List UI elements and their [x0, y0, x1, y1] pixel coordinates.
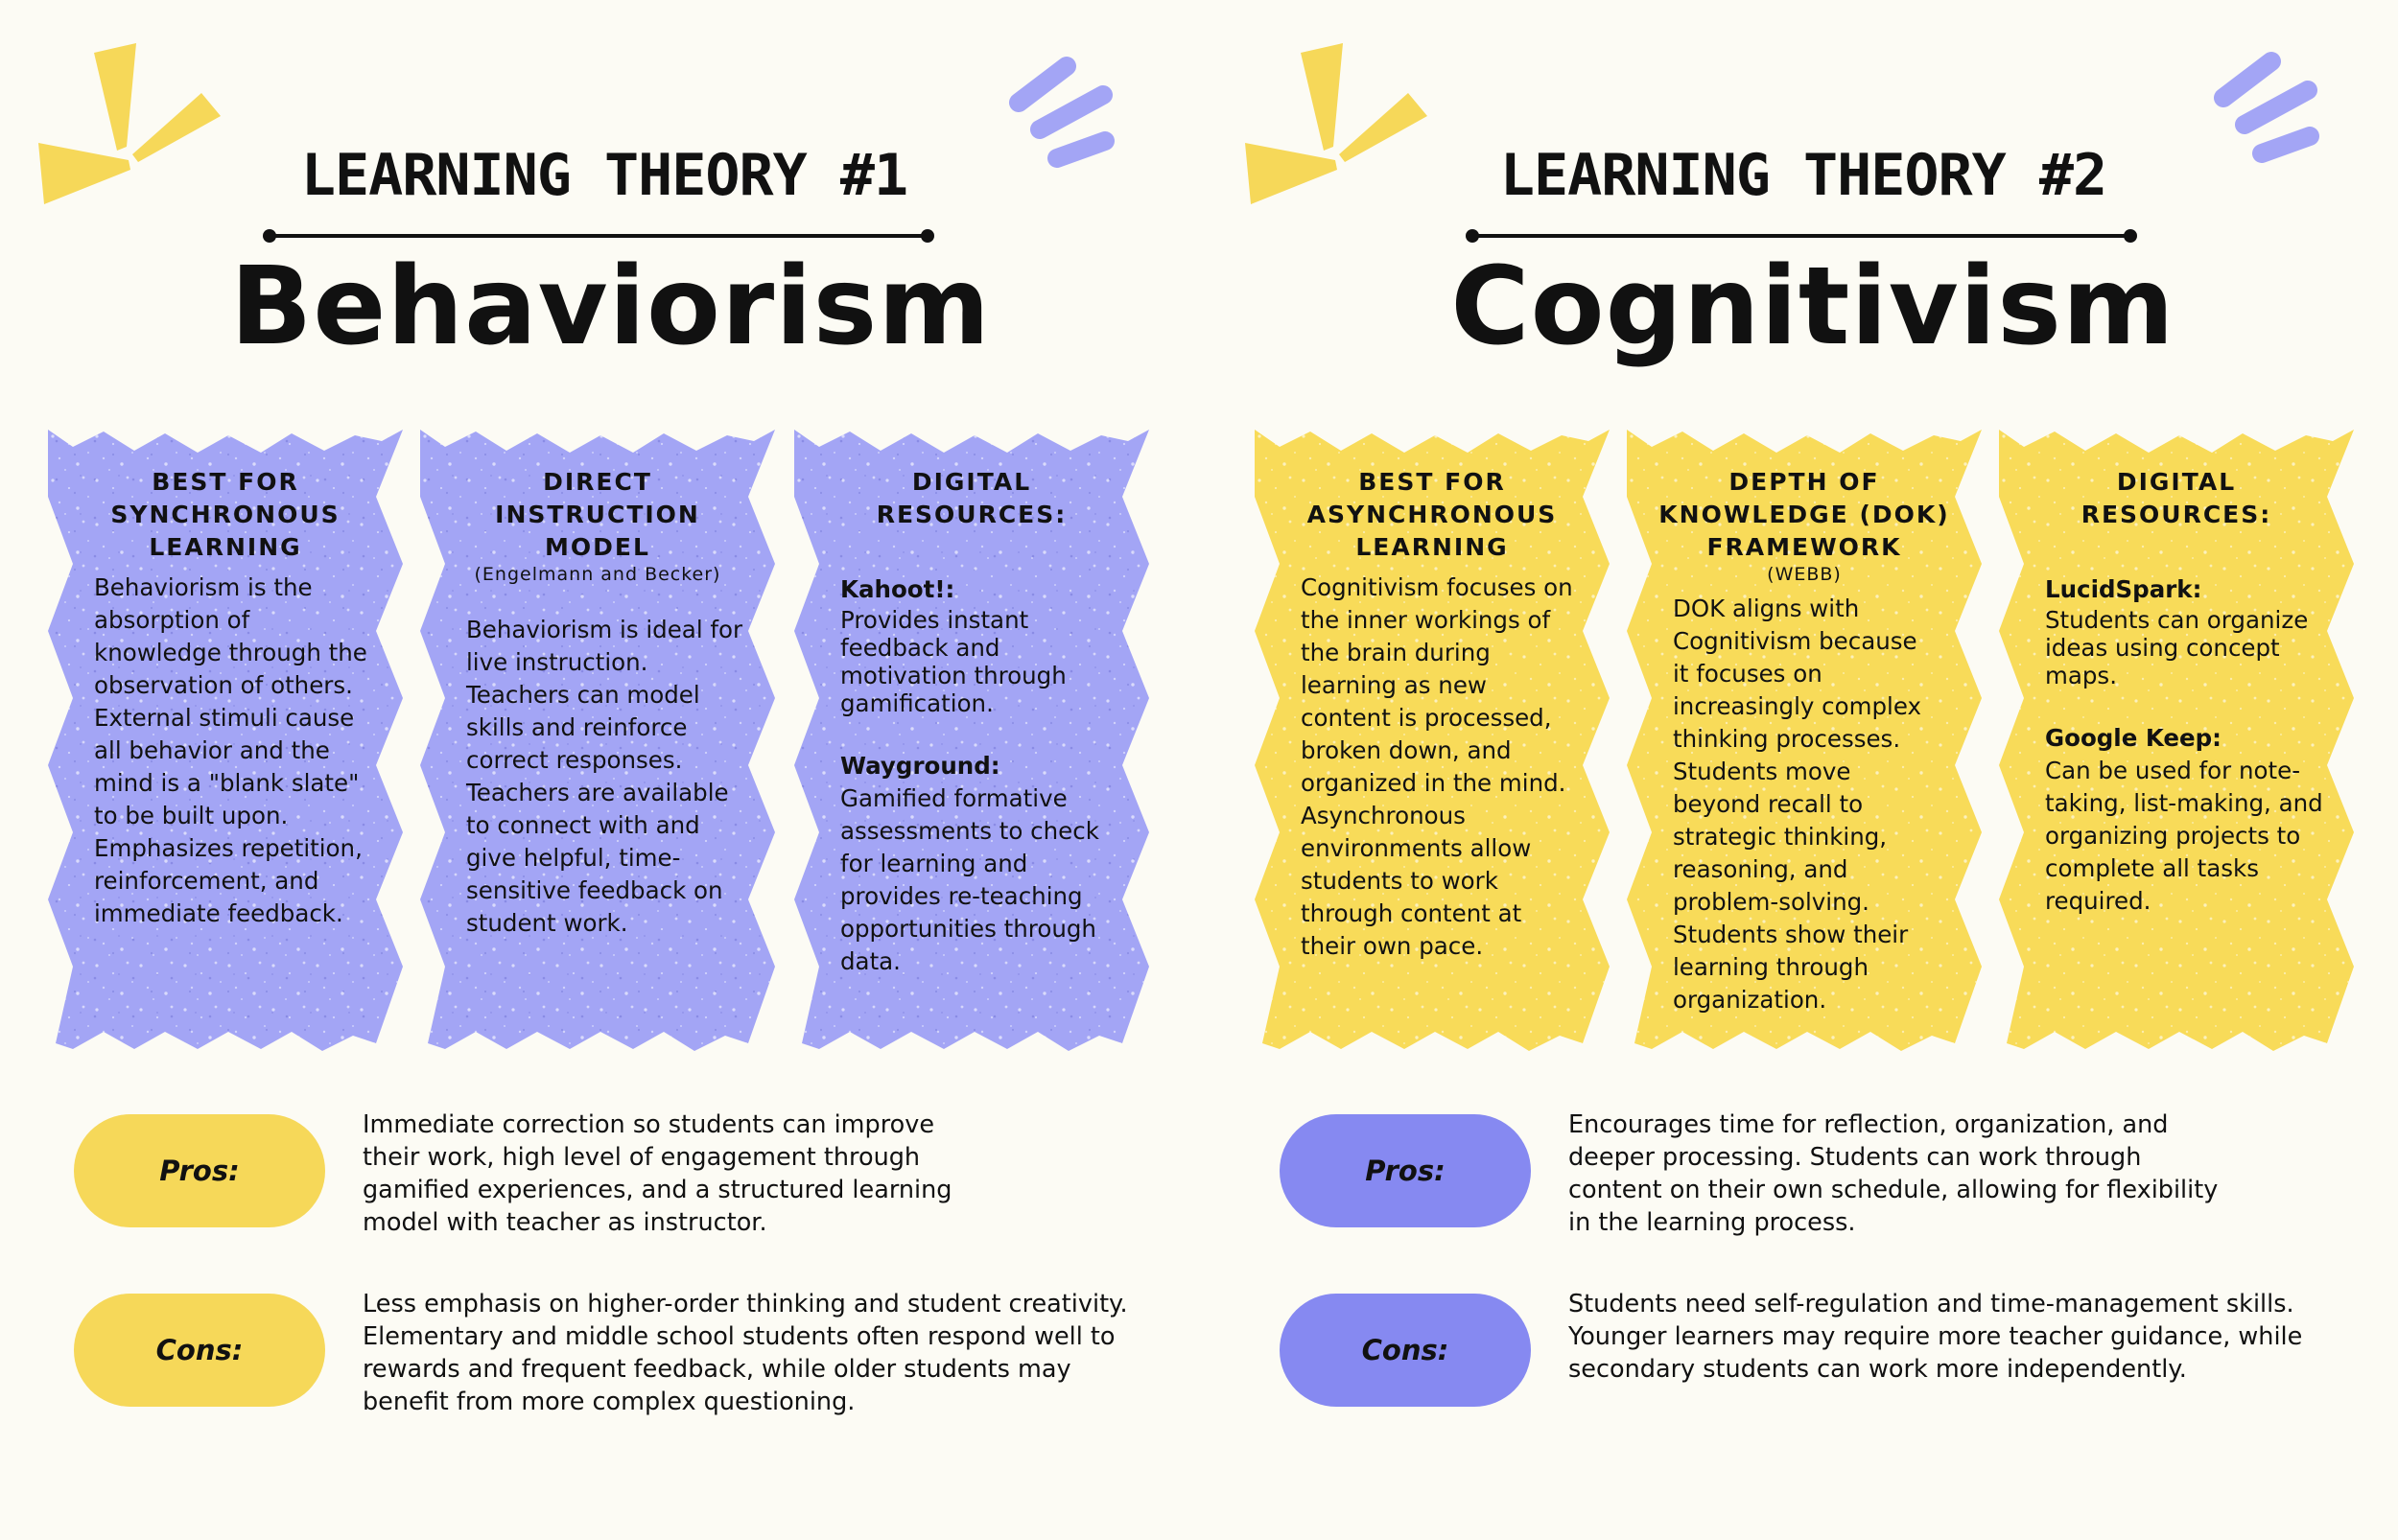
- card-body-text: Cognitivism focuses on the inner workings of the brain during learning as new content is processed, broken down, and organized in the mind. Asynchronous environments allow students to work through content at their own pace.: [1301, 573, 1573, 960]
- resource-name: Wayground:: [840, 752, 1000, 780]
- resource-name: LucidSpark:: [2045, 575, 2202, 603]
- theory-title-cognitivism: Cognitivism: [1450, 245, 2175, 369]
- theory-kicker-1: LEARNING THEORY #1: [300, 142, 908, 209]
- resource-description: Students can organize ideas using concept maps.: [2045, 606, 2309, 689]
- card-heading-text: DIRECT INSTRUCTION MODEL: [495, 468, 700, 561]
- cons-text: Less emphasis on higher-order thinking and student creativity. Elementary and middle school students often respond well to rewards and frequent feedback, while older students may benefit from more complex questioning.: [363, 1290, 1128, 1416]
- card-synchronous-learning: [48, 430, 403, 1053]
- card-digital-resources-2: [1999, 430, 2354, 1053]
- card-subheading: (Engelmann and Becker): [474, 564, 721, 585]
- resource-list: [840, 573, 1120, 1011]
- dash-decoration-left: [1007, 53, 1122, 173]
- card-asynchronous-learning: [1255, 430, 1610, 1053]
- resource-description: Can be used for note-taking, list-making, and organizing projects to complete all tasks required.: [2045, 757, 2323, 915]
- card-depth-of-knowledge: [1627, 430, 1982, 1053]
- sunburst-decoration-right: [1245, 43, 1427, 211]
- sunburst-decoration-left: [38, 43, 221, 211]
- pros-pill: Pros:: [1280, 1114, 1531, 1227]
- theory-kicker-2: LEARNING THEORY #2: [1499, 142, 2107, 209]
- resource-name: Google Keep:: [2045, 724, 2222, 752]
- resource-list: [2045, 573, 2325, 950]
- card-subheading: (WEBB): [1767, 564, 1842, 585]
- card-heading: [458, 466, 737, 585]
- card-body-text: Behaviorism is the absorption of knowledge through the observation of others. External stimuli cause all behavior and the mind is a "blank slate" to be built upon. Emphasizes repetition, reinforcement, and immediate feedback.: [94, 573, 367, 927]
- pros-pill: Pros:: [74, 1114, 325, 1227]
- card-heading: DIGITAL RESOURCES:: [2081, 468, 2272, 528]
- card-body-text: Behaviorism is ideal for live instruction. Teachers can model skills and reinforce correct responses. Teachers are available to connect with and give helpful, time-sensitive feedback on student work.: [466, 616, 743, 937]
- resource-description: Gamified formative assessments to check for learning and provides re-teaching opportunities through data.: [840, 784, 1099, 975]
- resource-description: Provides instant feedback and motivation through gamification.: [840, 606, 1067, 717]
- card-heading: DIGITAL RESOURCES:: [876, 468, 1068, 528]
- header-rule-1: [267, 234, 930, 238]
- pros-text: Encourages time for reflection, organization, and deeper processing. Students can work through content on their own schedule, allowing for flexibility in the learning process.: [1568, 1110, 2219, 1237]
- card-direct-instruction: [420, 430, 775, 1053]
- card-heading: BEST FOR ASYNCHRONOUS LEARNING: [1306, 468, 1558, 561]
- dash-decoration-right: [2212, 48, 2327, 168]
- pros-text: Immediate correction so students can improve their work, high level of engagement through gamified experiences, and a structured learning model with teacher as instructor.: [363, 1110, 952, 1237]
- resource-name: Kahoot!:: [840, 575, 955, 603]
- cons-text: Students need self-regulation and time-management skills. Younger learners may require more teacher guidance, while secondary students can work more independently.: [1568, 1290, 2303, 1384]
- card-digital-resources-1: [794, 430, 1149, 1053]
- card-body-text: DOK aligns with Cognitivism because it focuses on increasingly complex thinking processes. Students move beyond recall to strategic thinking, reasoning, and problem-solving. Students show their learning through organization.: [1673, 595, 1921, 1014]
- card-heading: BEST FOR SYNCHRONOUS LEARNING: [110, 468, 341, 561]
- card-heading-text: DEPTH OF KNOWLEDGE (DOK) FRAMEWORK: [1658, 468, 1950, 561]
- cons-pill: Cons:: [74, 1294, 325, 1407]
- cons-pill: Cons:: [1280, 1294, 1531, 1407]
- header-rule-2: [1469, 234, 2133, 238]
- theory-title-behaviorism: Behaviorism: [230, 245, 991, 369]
- card-heading: [1656, 466, 1953, 585]
